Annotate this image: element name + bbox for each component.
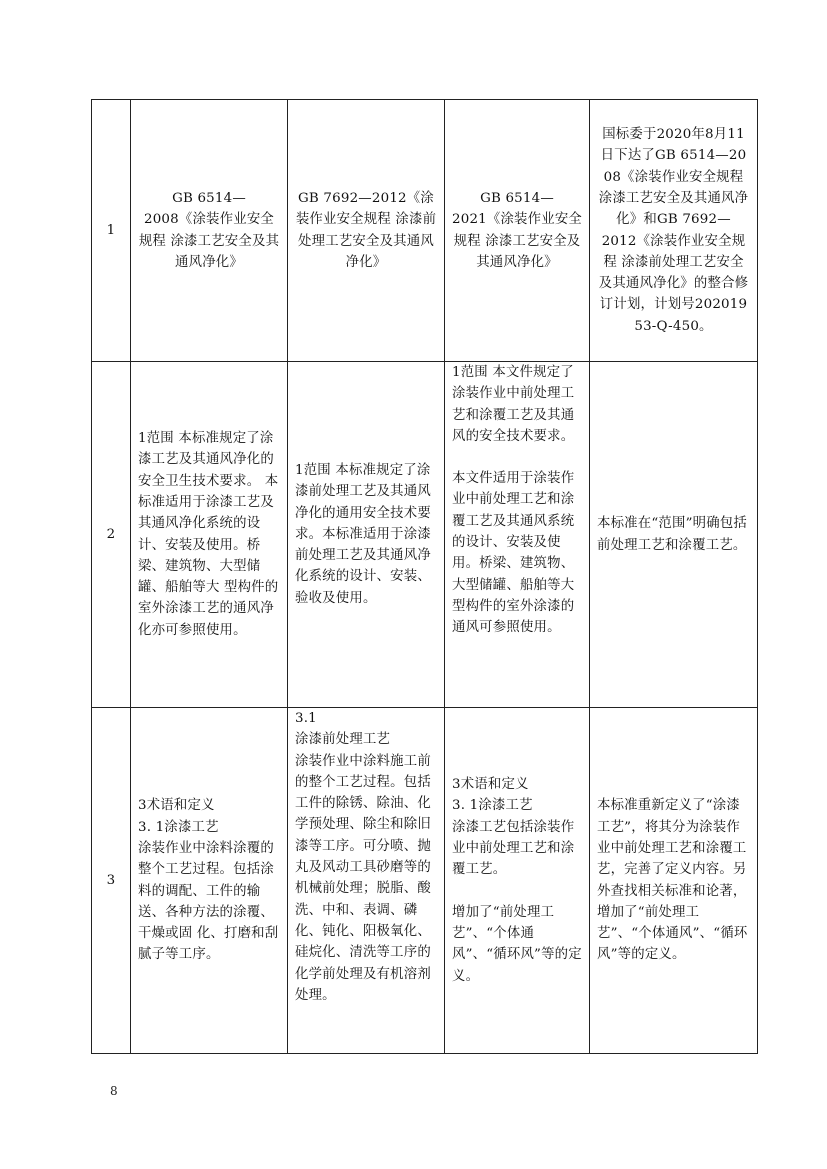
comparison-table — [91, 99, 758, 1054]
cell-text: 3术语和定义 3. 1涂漆工艺 涂漆工艺包括涂装作业中前处理工艺和涂覆工艺。 — [452, 777, 575, 878]
row-number: 3 — [92, 708, 131, 1054]
cell-text: 本标准在“范围”明确包括前处理工艺和涂覆工艺。 — [597, 516, 747, 553]
cell-text: 3.1 涂漆前处理工艺 涂装作业中涂料施工前的整个工艺过程。包括工件的除锈、除油、化学预处理、除尘和除旧漆等工序。可分喷、抛丸及风动工具砂磨等的机械前处理；脱脂、酸洗、中和、表调、磷化、钝化、阳极氧化、硅烷化、清洗等工序的化学前处理及有机溶剂处理。 — [295, 711, 431, 1003]
new-standard-cell — [445, 100, 590, 362]
cell-text: 3术语和定义 3. 1涂漆工艺 涂装作业中涂料涂覆的整个工艺过程。包括涂料的调配、工件的输送、各种方法的涂覆、干燥或固 化、打磨和刮腻子等工序。 — [138, 798, 279, 963]
explanation-cell — [590, 362, 758, 708]
new-standard-cell — [445, 708, 590, 1054]
cell-text: GB 6514— 2008《涂装作业安全规程 涂漆工艺安全及其通风净化》 — [138, 190, 280, 270]
cell-text: 1范围 本文件规定了涂装作业中前处理工艺和涂覆工艺及其通风的安全技术要求。 — [452, 365, 575, 444]
table-row — [92, 362, 758, 708]
table-row — [92, 100, 758, 362]
new-standard-cell — [445, 362, 590, 708]
cell-text: 增加了“前处理工艺”、“个体通风”、“循环风”等的定义。 — [452, 904, 582, 984]
cell-text: 本标准重新定义了“涂漆工艺”，将其分为涂装作业中前处理工艺和涂覆工艺，完善了定义内容。另外查找相关标准和论著，增加了“前处理工艺”、“个体通风”、“循环风”等的定义。 — [597, 798, 748, 963]
old-standard-cell — [131, 362, 288, 708]
cell-text: 1范围 本标准规定了涂漆工艺及其通风净化的安全卫生技术要求。 本标准适用于涂漆工艺及其通风净化系统的设计、安装及使用。桥梁、建筑物、大型储罐、船舶等大 型构件的室外涂漆工艺的通风净化亦可参照使用。 — [138, 431, 279, 638]
explanation-cell — [590, 708, 758, 1054]
row-number: 1 — [92, 100, 131, 362]
old-standard-cell — [288, 100, 445, 362]
page-number: 8 — [110, 1084, 118, 1098]
row-number: 2 — [92, 362, 131, 708]
old-standard-cell — [288, 708, 445, 1054]
table-row — [92, 708, 758, 1054]
explanation-cell — [590, 100, 758, 362]
cell-text: 1范围 本标准规定了涂漆前处理工艺及其通风净化的通用安全技术要求。本标准适用于涂漆前处理工艺及其通风净化系统的设计、安装、验收及使用。 — [295, 462, 431, 606]
cell-text: GB 7692—2012《涂装作业安全规程 涂漆前处理工艺安全及其通风净化》 — [295, 190, 437, 270]
cell-text: 本文件适用于涂装作业中前处理工艺和涂覆工艺及其通风系统的设计、安装及使用。桥梁、建筑物、大型储罐、船舶等大型构件的室外涂漆的通风可参照使用。 — [452, 471, 575, 636]
old-standard-cell — [288, 362, 445, 708]
old-standard-cell — [131, 100, 288, 362]
cell-text: GB 6514— 2021《涂装作业安全规程 涂漆工艺安全及其通风净化》 — [452, 190, 583, 270]
old-standard-cell — [131, 708, 288, 1054]
cell-text: 国标委于2020年8月11日下达了GB 6514—2008《涂装作业安全规程 涂漆工艺安全及其通风净化》和GB 7692— 2012《涂装作业安全规程 涂漆前处理工艺安全及其通风净化》的整合修订计划，计划号20201953-Q-450。 — [598, 127, 749, 334]
